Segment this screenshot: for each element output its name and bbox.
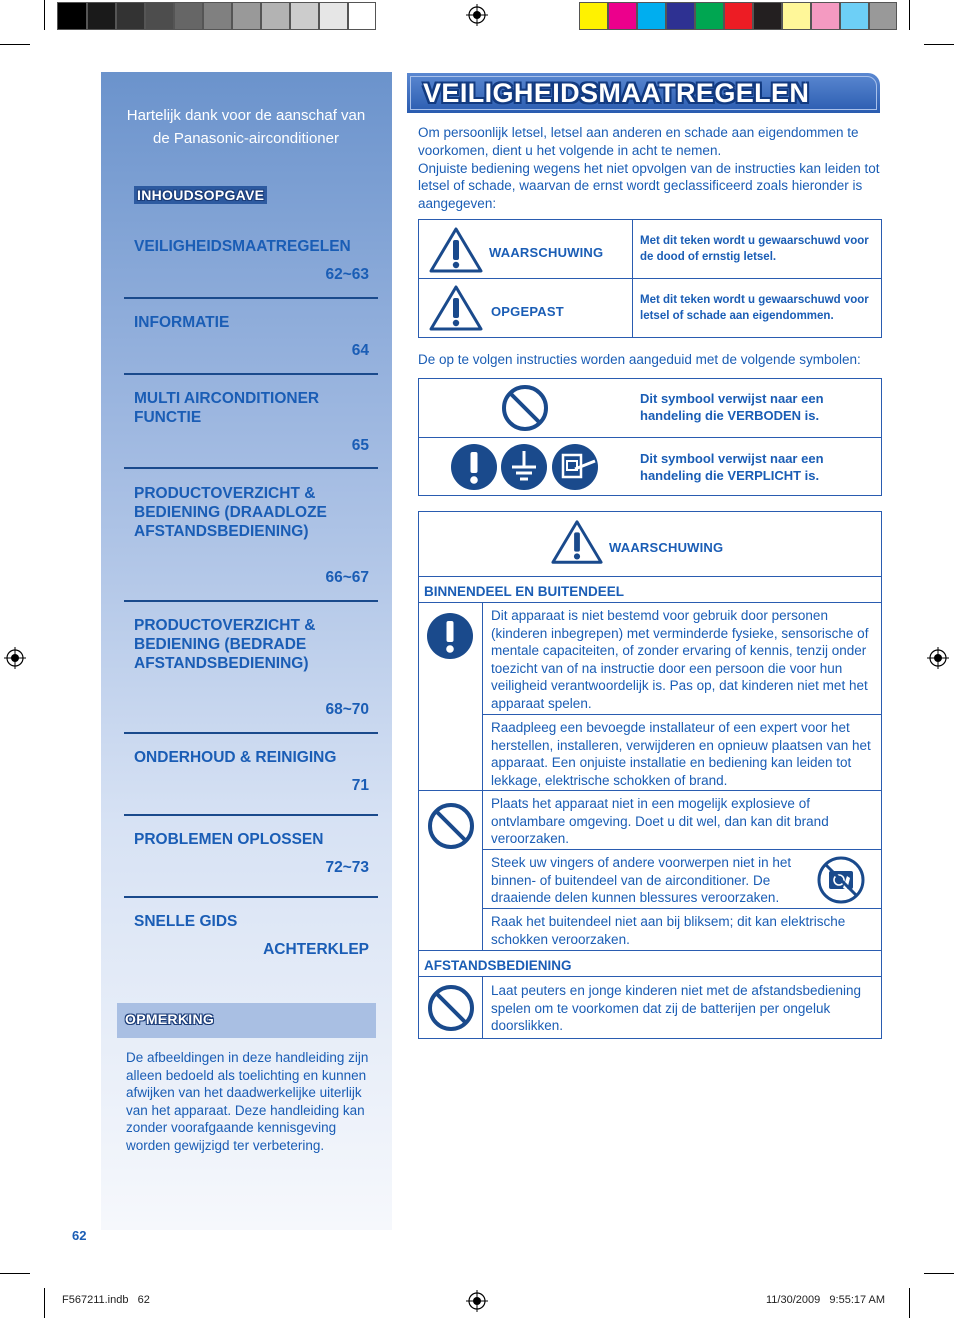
divider [124,467,378,469]
toc-item-page: 62~63 [325,266,369,283]
footer-timestamp: 11/30/2009 9:55:17 AM [766,1294,886,1306]
note-heading: OPMERKING [125,1011,215,1027]
divider [124,896,378,898]
mandatory-icon [450,443,498,491]
toc-heading: INHOUDSOPGAVE [134,186,267,204]
toc-item-page: 64 [351,342,369,359]
symbol-desc-prohibited: Dit symbool verwijst naar een handeling die VERBODEN is. [640,391,824,423]
divider [124,732,378,734]
prohibited-icon [426,983,476,1033]
section-label-binnendeel: BINNENDEEL EN BUITENDEEL [424,584,625,599]
registration-mark-icon [466,1290,488,1312]
thanks-text: Hartelijk dank voor de aanschaf van de Panasonic-airconditioner [126,107,366,147]
page-title-banner [407,73,880,113]
ground-connection-icon [500,443,548,491]
toc-item-page: 71 [351,777,369,794]
warning-text: Dit apparaat is niet bestemd voor gebruik door personen (kinderen inbegrepen) met verminderde fysieke, sensorische of mentale capaciteiten, of zonder ervaring of kennis, tenzij onder toezicht van of na instructie door een persoon die voor hun veiligheid verantwoordelijk is. Pas op, dat kinderen niet met het apparaat spelen. [491,608,869,711]
warning-text: Raadpleeg een bevoegde installateur of een expert voor het herstellen, installeren, verwijderen en opnieuw plaatsen van het apparaat. Een onjuiste installatie en bediening kan leiden tot lekkage, elektrische schokken of brand. [491,720,871,788]
toc-item-title: MULTI AIRCONDITIONER FUNCTIE [134,390,320,426]
toc-item-title: PRODUCTOVERZICHT & BEDIENING (BEDRADE AFSTANDSBEDIENING) [134,617,316,672]
note-text: De afbeeldingen in deze handleiding zijn alleen bedoeld als toelichting en kunnen afwijken van het daadwerkelijke uiterlijk van het apparaat. Deze handleiding kan zonder voorafgaande kennisgeving worden gewijzigd ter verbetering. [126,1050,369,1153]
no-fingers-in-fan-icon [817,856,865,904]
warning-text: Raak het buitendeel niet aan bij bliksem; dit kan elektrische schokken veroorzaken. [491,914,846,947]
symbol-desc-mandatory: Dit symbool verwijst naar een handeling die VERPLICHT is. [640,451,824,483]
divider [124,297,378,299]
note-heading-bar [117,1003,376,1038]
toc-item-title: PRODUCTOVERZICHT & BEDIENING (DRAADLOZE AFSTANDSBEDIENING) [134,485,327,540]
section-label-afstandsbediening: AFSTANDSBEDIENING [424,958,572,973]
level-label-waarschuwing: WAARSCHUWING [489,245,604,260]
warning-text: Steek uw vingers of andere voorwerpen niet in het binnen- of buitendeel van de airconditioner. De draaiende delen kunnen blessures veroorzaken. [491,855,792,906]
warning-triangle-icon [428,226,484,274]
toc-item-page: 66~67 [325,569,369,586]
divider [124,814,378,816]
toc-item-page: 65 [351,437,369,454]
registration-mark-icon [4,647,26,669]
toc-item-title: PROBLEMEN OPLOSSEN [134,831,324,848]
divider [124,600,378,602]
warning-table-header: WAARSCHUWING [609,540,724,555]
toc-item-page: 68~70 [325,701,369,718]
toc-item-page: ACHTERKLEP [263,941,369,958]
level-label-opgepast: OPGEPAST [491,304,564,319]
page-number: 62 [72,1228,87,1243]
toc-item-title: ONDERHOUD & REINIGING [134,749,337,766]
level-desc-opgepast: Met dit teken wordt u gewaarschuwd voor letsel of schade aan eigendommen. [640,294,869,322]
unplug-icon [551,443,599,491]
registration-mark-icon [466,4,488,26]
prohibited-icon [426,801,476,851]
caution-triangle-icon [428,284,484,332]
symbols-intro: De op te volgen instructies worden aangeduid met de volgende symbolen: [418,352,861,367]
mandatory-icon [426,612,474,660]
toc-item-page: 72~73 [325,859,369,876]
level-desc-waarschuwing: Met dit teken wordt u gewaarschuwd voor de dood of ernstig letsel. [640,235,869,263]
warning-triangle-icon [550,518,604,566]
footer-file: F567211.indb 62 [62,1294,150,1306]
toc-item-title: SNELLE GIDS [134,913,238,930]
prohibited-icon [500,383,550,433]
warning-text: Plaats het apparaat niet in een mogelijk explosieve of ontvlambare omgeving. Doet u dit wel, dan kan dit brand veroorzaken. [491,796,829,847]
page-title: VEILIGHEIDSMAATREGELEN [423,78,810,108]
toc-item-title: INFORMATIE [134,314,230,331]
registration-mark-icon [927,647,949,669]
divider [124,373,378,375]
warning-text: Laat peuters en jonge kinderen niet met de afstandsbediening spelen om te voorkomen dat zij de batterijen per ongeluk doorslikken. [491,983,862,1034]
intro-text: Om persoonlijk letsel, letsel aan anderen en schade aan eigendommen te voorkomen, dient u het volgende in acht te nemen. Onjuiste bediening wegens het niet opvolgen van de instructies kan leiden tot letsel of schade, waarvan de ernst wordt geclassificeerd zoals hieronder is aangegeven: [418,125,880,212]
toc-item-title: VEILIGHEIDSMAATREGELEN [134,238,351,255]
